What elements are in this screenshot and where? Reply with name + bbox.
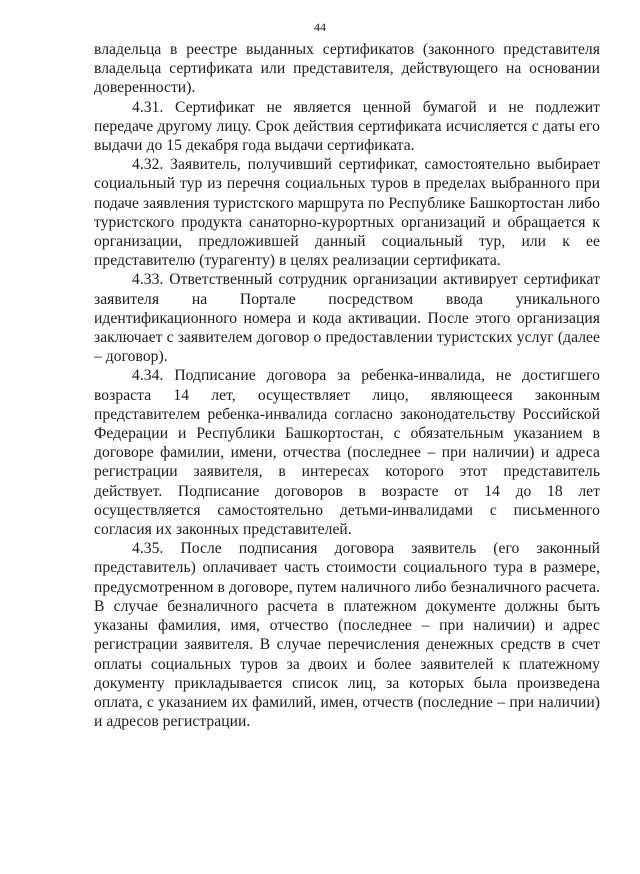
paragraph-4-32: 4.32. Заявитель, получивший сертификат, самостоятельно выбирает социальный тур из перечня социальных туров в пределах выбранного при подаче заявления туристского маршрута по Республике Башкортостан либо туристского продукта санаторно-курортных организаций и обращается к организации, предложившей данный социальный тур, или к ее представителю (турагенту) в целях реализации сертификата. xyxy=(94,156,600,270)
document-body xyxy=(94,40,600,731)
page-number: 44 xyxy=(314,20,326,34)
paragraph-4-33: 4.33. Ответственный сотрудник организации активирует сертификат заявителя на Портале посредством ввода уникального идентификационного номера и кода активации. После этого организация заключает с заявителем договор о предоставлении туристских услуг (далее – договор). xyxy=(94,271,600,366)
paragraph-4-34: 4.34. Подписание договора за ребенка-инвалида, не достигшего возраста 14 лет, осуществляет лицо, являющееся законным представителем ребенка-инвалида согласно законодательству Российской Федерации и Республики Башкортостан, с обязательным указанием в договоре фамилии, имени, отчества (последнее – при наличии) и адреса регистрации заявителя, в интересах которого этот представитель действует. Подписание договоров в возрасте от 14 до 18 лет осуществляется самостоятельно детьми-инвалидами с письменного согласия их законных представителей. xyxy=(94,367,600,539)
paragraph-continuation: владельца в реестре выданных сертификатов (законного представителя владельца сертификата или представителя, действующего на основании доверенности). xyxy=(94,41,600,97)
paragraph-4-31: 4.31. Сертификат не является ценной бумагой и не подлежит передаче другому лицу. Срок действия сертификата исчисляется с даты его выдачи до 15 декабря года выдачи сертификата. xyxy=(94,98,600,155)
paragraph-4-35: 4.35. После подписания договора заявитель (его законный представитель) оплачивает часть стоимости социального тура в размере, предусмотренном в договоре, путем наличного либо безналичного расчета. В случае безналичного расчета в платежном документе должны быть указаны фамилия, имя, отчество (последнее – при наличии) и адрес регистрации заявителя. В случае перечисления денежных средств в счет оплаты социальных туров за двоих и более заявителей к платежному документу прикладывается список лиц, за которых была произведена оплата, с указанием их фамилий, имен, отчеств (последние – при наличии) и адресов регистрации. xyxy=(94,540,600,731)
